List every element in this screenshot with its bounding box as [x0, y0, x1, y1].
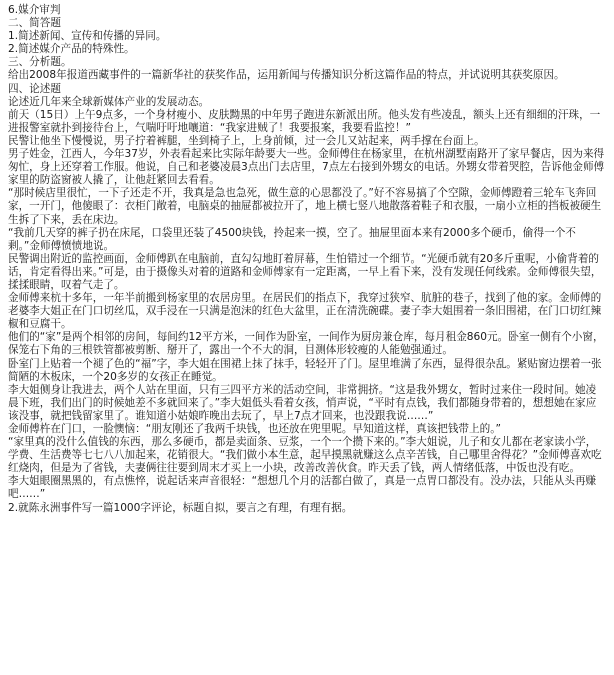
article-paragraph: 他们的“家”是两个相邻的房间，每间约12平方米，一间作为卧室，一间作为厨房兼仓库，每月租金860元。卧室一侧有个小窗，保笼右下角的三根铁管都被剪断、掰开了，露出一个不大的洞，目测体形较瘦的人能勉强通过。 [8, 331, 604, 357]
question-item: 2.就陈永洲事件写一篇1000字评论，标题自拟，要言之有理，有理有据。 [8, 501, 353, 514]
article-paragraph: 卧室门上贴着一个褪了色的“福”字，李大姐在围裙上抹了抹手，轻轻开了门。屋里堆满了东西，显得很杂乱。紧贴窗边摆着一张简陋的木板床，一个20多岁的女孩正在睡觉。 [8, 357, 602, 383]
section-heading: 二、简答题 [8, 17, 61, 30]
question-item: 1.简述新闻、宣传和传播的异同。 [8, 30, 167, 43]
article-paragraph: 金师傅杵在门口，一脸懊恼：“朋友刚还了我两千块钱，也还放在兜里呢。早知道这样，真该把钱带上的。” [8, 423, 501, 435]
article-paragraph: “那时候店里很忙，一下子还走不开，我真是急也急死，做生意的心思都没了。”好不容易搞了个空隙，金师傅蹬着三轮车飞奔回家，一开门，他傻眼了：衣柜门敞着，电脑桌的抽屉都被拉开了，地上横七竖八地散落着鞋子和衣服，一扇小立柜的挡板被硬生生拆了下来，丢在床边。 [8, 187, 602, 226]
article-paragraph: 民警让他坐下慢慢说，男子拧着裤腿，坐到椅子上，上身前倾，过一会儿又站起来，两手撑在台面上。 [8, 134, 485, 147]
question-item: 给出2008年报道西藏事件的一篇新华社的获奖作品，运用新闻与传播知识分析这篇作品的特点，并试说明其获奖原因。 [8, 69, 565, 82]
article-paragraph: “家里真的没什么值钱的东西，那么多硬币，都是卖面条、豆浆，一个一个攒下来的。”李大姐说，儿子和女儿都在老家读小学，学费、生活费等七七八八加起来，花销很大。“我们做小本生意，起早摸黑就赚这么点辛苦钱，自己哪里舍得花？”金师傅喜欢吃红烧肉，但是为了省钱，夫妻俩往往要到周末才买上一小块，改善改善伙食。昨天丢了钱，两人情绪低落，中饭也没有吃。 [8, 436, 602, 475]
article-paragraph: 民警调出附近的监控画面，金师傅趴在电脑前，直勾勾地盯着屏幕，生怕错过一个细节。“光硬币就有20多斤重呢，小偷背着的话，肯定看得出来。”可是，由于摄像头对着的道路和金师傅家有一定距离，一早上看下来，没有发现任何线索。金师傅很失望，揉揉眼睛，叹着气走了。 [8, 252, 602, 291]
list-item: 6.媒介审判 [8, 4, 61, 16]
question-item: 论述近几年来全球新媒体产业的发展动态。 [8, 95, 210, 108]
article-paragraph: “我前几天穿的裤子扔在床尾，口袋里还装了4500块钱，拎起来一摸，空了。抽屉里面本来有2000多个硬币，偷得一个不剩。”金师傅愤愤地说。 [8, 226, 576, 252]
article-paragraph: 男子姓金，江西人，今年37岁，外表看起来比实际年龄要大一些。金师傅住在杨家里，在杭州湖墅南路开了家早餐店，因为来得匆忙，身上还穿着工作服。他说，自己和老婆凌晨3点出门去店里，7点左右接到外甥女的电话。外甥女带着哭腔，告诉他金师傅家里的防盗窗被人撬了，让他赶紧回去看看。 [8, 148, 605, 187]
question-item: 2.简述媒介产品的特殊性。 [8, 43, 135, 56]
section-heading: 三、分析题。 [8, 56, 72, 69]
article-paragraph: 前天（15日）上午9点多，一个身材瘦小、皮肤黝黑的中年男子跑进东新派出所。他头发有些凌乱，额头上还有细细的汗珠，一进报警室就扑到接待台上，气喘吁吁地嚷道：“我家进贼了！我要报案，我要看监控！” [8, 108, 601, 134]
article-paragraph: 李大姐眼圈黑黑的，有点憔悴，说起话来声音很轻：“想想几个月的活都白做了，真是一点胃口都没有。没办法，只能从头再赚吧……” [8, 475, 597, 501]
article-paragraph: 李大姐侧身让我进去，两个人站在里面，只有三四平方米的活动空间，非常拥挤。“这是我外甥女，暂时过来住一段时间。她凌晨下班，我们出门的时候她差不多就回来了。”李大姐低头看着女孩，悄声说，“平时有点钱，我们都随身带着的，想想她在家应该没事，就把钱留家里了。谁知道小姑娘昨晚出去玩了，早上7点才回来，也没跟我说……” [8, 383, 597, 422]
section-heading: 四、论述题 [8, 82, 61, 95]
article-paragraph: 金师傅来杭十多年，一年半前搬到杨家里的农居房里。在居民们的指点下，我穿过狭窄、肮脏的巷子，找到了他的家。金师傅的老婆李大姐正在门口切丝瓜，双手浸在一只满是泡沫的红色大盆里，正在清洗碗碟。妻子李大姐围着一条旧围裙，在门口切红辣椒和豆腐干。 [8, 292, 602, 331]
